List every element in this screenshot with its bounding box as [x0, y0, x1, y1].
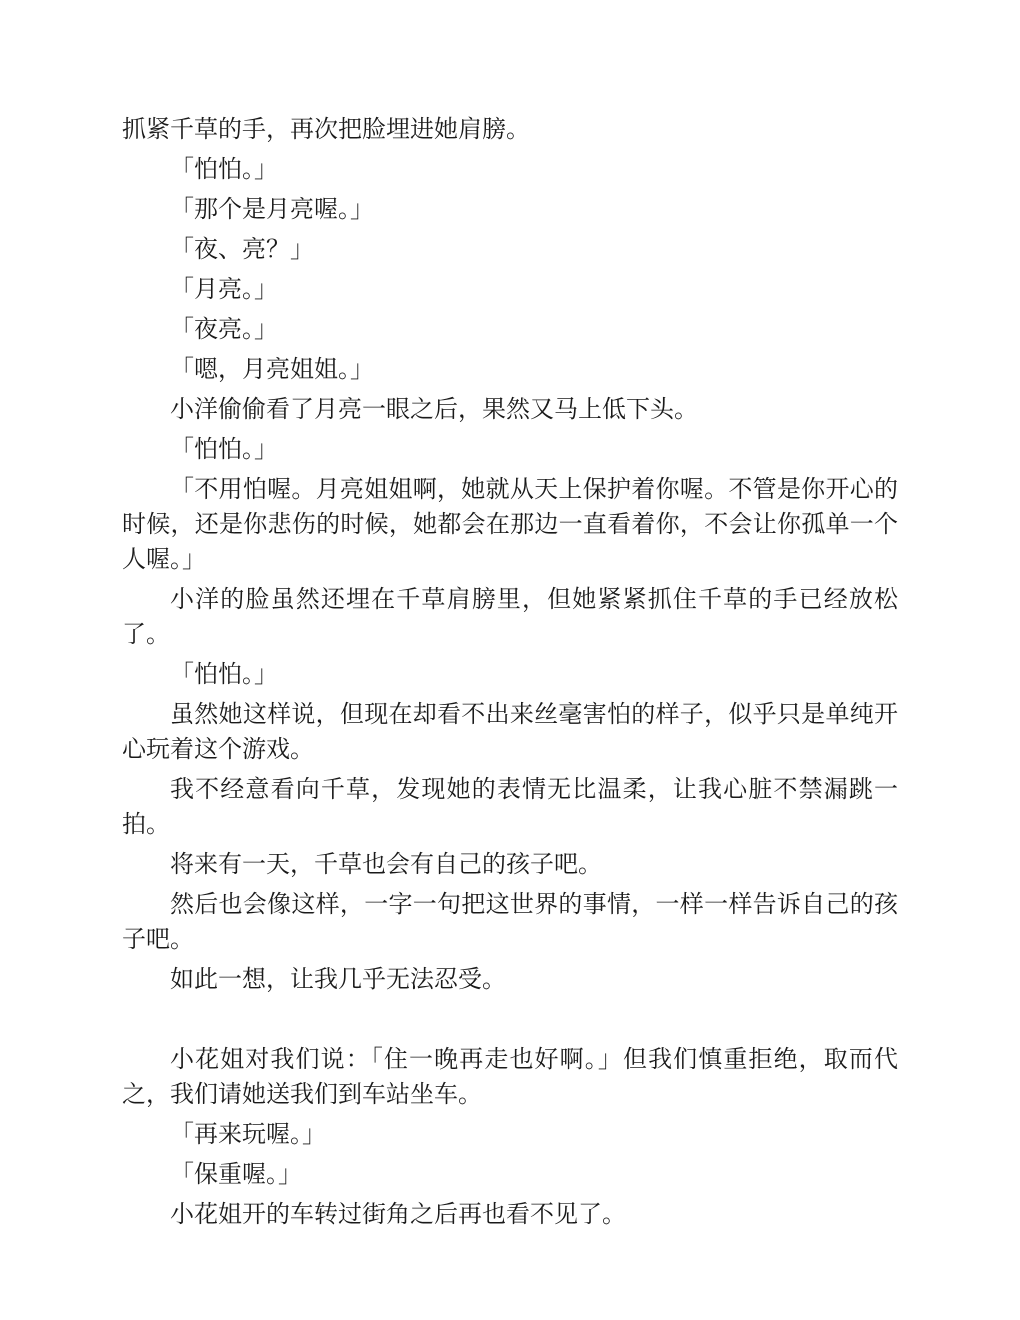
paragraph: 「怕怕。」: [170, 660, 278, 688]
paragraph: 然后也会像这样，一字一句把这世界的事情，一样一样告诉自己的孩子吧。: [122, 890, 898, 953]
paragraph: 小花姐开的车转过街角之后再也看不见了。: [170, 1200, 626, 1228]
paragraph: 「再来玩喔。」: [170, 1120, 326, 1148]
paragraph: 「夜亮。」: [170, 315, 278, 343]
paragraph: 如此一想，让我几乎无法忍受。: [170, 965, 506, 993]
paragraph: 小洋的脸虽然还埋在千草肩膀里，但她紧紧抓住千草的手已经放松了。: [122, 585, 898, 648]
paragraph: 「嗯，月亮姐姐。」: [170, 355, 374, 383]
paragraph: 「夜、亮？」: [170, 235, 314, 263]
paragraph: 将来有一天，千草也会有自己的孩子吧。: [170, 850, 602, 878]
paragraph: 「怕怕。」: [170, 155, 278, 183]
document-page: [122, 112, 898, 1237]
paragraph: 小花姐对我们说：「住一晚再走也好啊。」但我们慎重拒绝，取而代之，我们请她送我们到车站坐车。: [122, 1045, 898, 1108]
paragraph: 小洋偷偷看了月亮一眼之后，果然又马上低下头。: [170, 395, 698, 423]
paragraph: 「不用怕喔。月亮姐姐啊，她就从天上保护着你喔。不管是你开心的时候，还是你悲伤的时候，她都会在那边一直看着你，不会让你孤单一个人喔。」: [122, 475, 898, 573]
paragraph: 「怕怕。」: [170, 435, 278, 463]
section-break: [122, 1002, 898, 1042]
paragraph: 我不经意看向千草，发现她的表情无比温柔，让我心脏不禁漏跳一拍。: [122, 775, 898, 838]
paragraph: 抓紧千草的手，再次把脸埋进她肩膀。: [122, 115, 530, 143]
paragraph: 「月亮。」: [170, 275, 278, 303]
paragraph: 「保重喔。」: [170, 1160, 302, 1188]
paragraph: 虽然她这样说，但现在却看不出来丝毫害怕的样子，似乎只是单纯开心玩着这个游戏。: [122, 700, 898, 763]
paragraph: 「那个是月亮喔。」: [170, 195, 374, 223]
